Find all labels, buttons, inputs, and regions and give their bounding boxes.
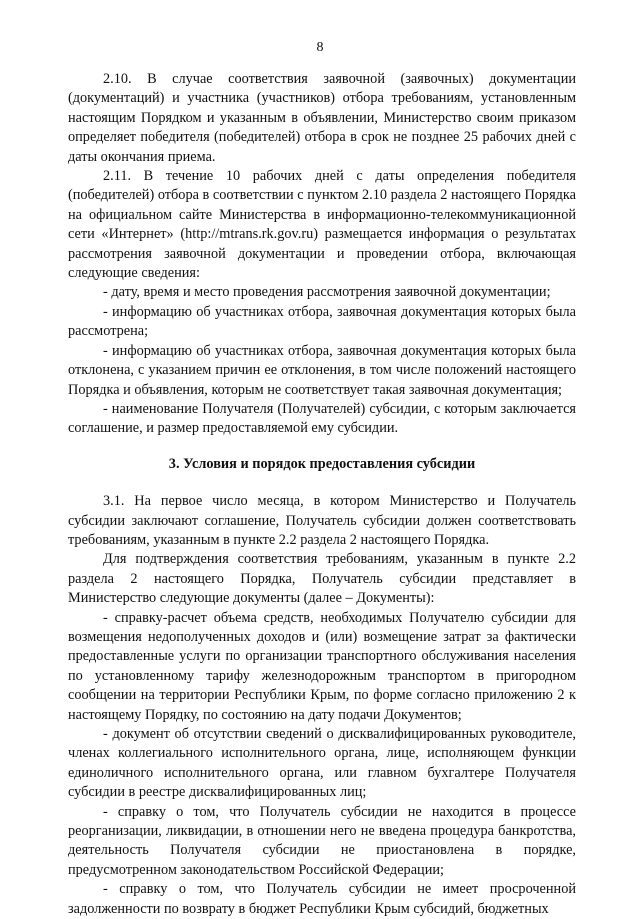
list-item-recipient-name: - наименование Получателя (Получателей) субсидии, с которым заключается соглашение, и размер предоставляемой ему субсидии. [68,400,576,437]
section-heading: 3. Условия и порядок предоставления субсидии [168,455,476,472]
paragraph-2-10: 2.10. В случае соответствия заявочной (заявочных) документации (документаций) и участника (участников) отбора требованиям, установленным настоящим Порядком и указанным в объявлении, Министерство своим приказом определяет победителя (победителей) отбора в срок не позднее 25 рабочих дней с даты окончания приема. [68,71,576,165]
paragraph-3-1: 3.1. На первое число месяца, в котором Министерство и Получатель субсидии заключают соглашение, Получатель субсидии должен соответствовать требованиям, указанным в пункте 2.2 раздела 2 настоящего Порядка. [68,493,576,548]
list-item-debt-certificate: - справку о том, что Получатель субсидии не имеет просроченной задолженности по возврату в бюджет Республики Крым субсидий, бюджетных [68,881,576,917]
paragraph-2-11: 2.11. В течение 10 рабочих дней с даты определения победителя (победителей) отбора в соответствии с пунктом 2.10 раздела 2 настоящего Порядка на официальном сайте Министерства в информационно-телекоммуникационной сети «Интернет» (http://mtrans.rk.gov.ru) размещается информация о результатах рассмотрения заявочной документации и проведении отбора, включающая следующие сведения: [68,168,576,282]
document-body [68,70,576,919]
paragraph-documents-intro: Для подтверждения соответствия требованиям, указанным в пункте 2.2 раздела 2 настоящего Порядка, Получатель субсидии представляет в Министерство следующие документы (далее – Документы): [68,551,576,607]
list-item-reviewed-participants: - информацию об участниках отбора, заявочная документация которых была рассмотрена; [68,303,576,340]
page-number: 8 [316,40,324,55]
list-item-review-date: - дату, время и место проведения рассмотрения заявочной документации; [103,284,551,301]
list-item-reorganization-certificate: - справку о том, что Получатель субсидии не находится в процессе реорганизации, ликвидации, в отношении него не введена процедура банкротства, деятельность Получателя субсидии не приостановлена в порядке, предусмотренном законодательством Российской Федерации; [68,803,576,878]
list-item-disqualification-document: - документ об отсутствии сведений о дисквалифицированных руководителе, членах коллегиального исполнительного органа, лице, исполняющем функции единоличного исполнительного органа, или главном бухгалтере Получателя субсидии в реестре дисквалифицированных лиц; [68,726,576,801]
list-item-calculation-certificate: - справку-расчет объема средств, необходимых Получателю субсидии для возмещения недополученных доходов и (или) возмещение затрат за фактически предоставленные услуги по организации транспортного обслуживания населения по установленному тарифу железнодорожным транспортом в пригородном сообщении на территории Республики Крым, по форме согласно приложению 2 к настоящему Порядку, по состоянию на дату подачи Документов; [68,609,576,723]
list-item-rejected-participants: - информацию об участниках отбора, заявочная документация которых была отклонена, с указанием причин ее отклонения, в том числе положений настоящего Порядка и объявления, которым не соответствует такая заявочная документация; [68,342,576,398]
